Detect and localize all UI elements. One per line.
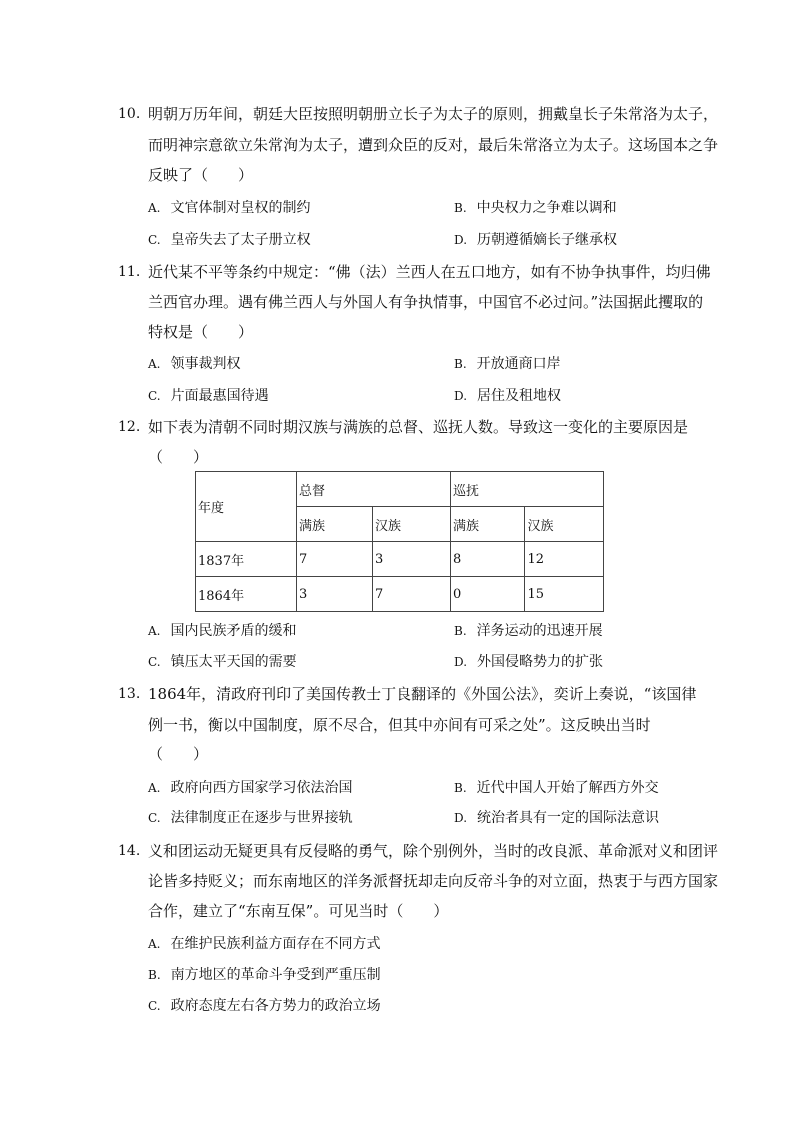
question-number: 11. xyxy=(118,264,141,280)
option-text: 历朝遵循嫡长子继承权 xyxy=(477,232,618,248)
question-text-line: 1864年，清政府刊印了美国传教士丁良翻译的《外国公法》，奕䜣上奏说，“该国律 xyxy=(148,685,697,703)
option-text: 政府向西方国家学习依法治国 xyxy=(170,780,353,796)
option-text: 洋务运动的迅速开展 xyxy=(476,623,603,639)
option-c[interactable] xyxy=(148,807,353,827)
question-number: 12. xyxy=(118,419,141,435)
question-text-line: 论皆多持贬义；而东南地区的洋务派督抚却走向反帝斗争的对立面，热衷于与西方国家 xyxy=(148,872,719,890)
option-text: 领事裁判权 xyxy=(170,356,241,372)
question-text-line: （ ） xyxy=(148,448,209,466)
question-number: 14. xyxy=(118,843,141,859)
option-text: 镇压太平天国的需要 xyxy=(170,654,297,670)
table-cell: 7 xyxy=(373,577,451,612)
option-letter: A. xyxy=(148,624,161,638)
option-b[interactable] xyxy=(454,620,603,640)
option-letter: B. xyxy=(148,968,161,982)
option-c[interactable] xyxy=(148,995,381,1015)
option-text: 中央权力之争难以调和 xyxy=(476,200,617,216)
option-text: 居住及租地权 xyxy=(477,388,562,404)
table-row xyxy=(196,577,604,612)
option-text: 片面最惠国待遇 xyxy=(170,388,269,404)
option-text: 法律制度正在逐步与世界接轨 xyxy=(170,810,353,826)
option-d[interactable] xyxy=(454,807,659,827)
question-text-line: 反映了（ ） xyxy=(148,166,254,184)
question-text-line: （ ） xyxy=(148,745,209,763)
sub-header: 满族 xyxy=(297,507,373,542)
option-text: 外国侵略势力的扩张 xyxy=(477,654,604,670)
option-a[interactable] xyxy=(148,197,310,217)
option-text: 南方地区的革命斗争受到严重压制 xyxy=(170,967,381,983)
option-b[interactable] xyxy=(454,777,659,797)
option-text: 政府态度左右各方势力的政治立场 xyxy=(170,998,381,1014)
option-b[interactable] xyxy=(454,353,561,373)
option-text: 国内民族矛盾的缓和 xyxy=(170,623,297,639)
question-text-line: 合作，建立了“东南互保”。可见当时（ ） xyxy=(148,902,449,920)
option-c[interactable] xyxy=(148,385,269,405)
option-letter: B. xyxy=(454,624,467,638)
option-a[interactable] xyxy=(148,620,296,640)
option-letter: A. xyxy=(148,781,161,795)
table-cell: 0 xyxy=(451,577,525,612)
option-letter: B. xyxy=(454,201,467,215)
option-c[interactable] xyxy=(148,651,297,671)
option-letter: D. xyxy=(454,389,468,403)
question-number: 13. xyxy=(118,686,141,702)
question-text-line: 明朝万历年间，朝廷大臣按照明朝册立长子为太子的原则，拥戴皇长子朱常洛为太子， xyxy=(148,105,719,123)
option-letter: D. xyxy=(454,811,468,825)
option-a[interactable] xyxy=(148,353,240,373)
option-letter: A. xyxy=(148,357,161,371)
option-letter: D. xyxy=(454,233,468,247)
option-b[interactable] xyxy=(454,197,617,217)
table-cell: 8 xyxy=(451,542,525,577)
question-text-line: 义和团运动无疑更具有反侵略的勇气，除个别例外，当时的改良派、革命派对义和团评 xyxy=(148,842,719,860)
option-letter: A. xyxy=(148,201,161,215)
option-letter: D. xyxy=(454,655,468,669)
question-text-line: 如下表为清朝不同时期汉族与满族的总督、巡抚人数。导致这一变化的主要原因是 xyxy=(148,418,689,436)
option-text: 文官体制对皇权的制约 xyxy=(170,200,311,216)
option-d[interactable] xyxy=(454,651,603,671)
option-a[interactable] xyxy=(148,777,352,797)
question-number: 10. xyxy=(118,106,141,122)
option-text: 在维护民族利益方面存在不同方式 xyxy=(170,936,381,952)
question-text-line: 近代某不平等条约中规定：“佛（法）兰西人在五口地方，如有不协争执事件，均归佛 xyxy=(148,263,711,281)
option-text: 统治者具有一定的国际法意识 xyxy=(477,810,660,826)
table-cell-year: 1837年 xyxy=(196,542,297,577)
option-letter: C. xyxy=(148,811,161,825)
option-letter: C. xyxy=(148,999,161,1013)
option-letter: B. xyxy=(454,781,467,795)
table-row xyxy=(196,542,604,577)
table-cell: 3 xyxy=(373,542,451,577)
option-c[interactable] xyxy=(148,229,311,249)
table-cell: 3 xyxy=(297,577,373,612)
sub-header: 汉族 xyxy=(373,507,451,542)
governor-general-header: 总督 xyxy=(297,472,451,507)
option-text: 开放通商口岸 xyxy=(476,356,561,372)
option-text: 近代中国人开始了解西方外交 xyxy=(476,780,659,796)
table-cell: 7 xyxy=(297,542,373,577)
option-letter: C. xyxy=(148,389,161,403)
option-a[interactable] xyxy=(148,933,380,953)
sub-header: 汉族 xyxy=(525,507,604,542)
question-text-line: 兰西官办理。遇有佛兰西人与外国人有争执情事，中国官不必过问。”法国据此攫取的 xyxy=(148,293,704,311)
table-cell: 15 xyxy=(525,577,604,612)
option-letter: C. xyxy=(148,233,161,247)
governor-header: 巡抚 xyxy=(451,472,604,507)
question-text-line: 而明神宗意欲立朱常洵为太子，遭到众臣的反对，最后朱常洛立为太子。这场国本之争 xyxy=(148,136,719,154)
option-letter: C. xyxy=(148,655,161,669)
option-d[interactable] xyxy=(454,229,617,249)
question-text-line: 特权是（ ） xyxy=(148,323,254,341)
question-text-line: 例一书，衡以中国制度，原不尽合，但其中亦间有可采之处”。这反映出当时 xyxy=(148,716,651,734)
option-letter: A. xyxy=(148,937,161,951)
option-letter: B. xyxy=(454,357,467,371)
table-cell-year: 1864年 xyxy=(196,577,297,612)
year-header: 年度 xyxy=(196,472,297,542)
option-b[interactable] xyxy=(148,964,381,984)
option-text: 皇帝失去了太子册立权 xyxy=(170,232,311,248)
sub-header: 满族 xyxy=(451,507,525,542)
table-cell: 12 xyxy=(525,542,604,577)
governors-table xyxy=(195,471,604,612)
option-d[interactable] xyxy=(454,385,561,405)
